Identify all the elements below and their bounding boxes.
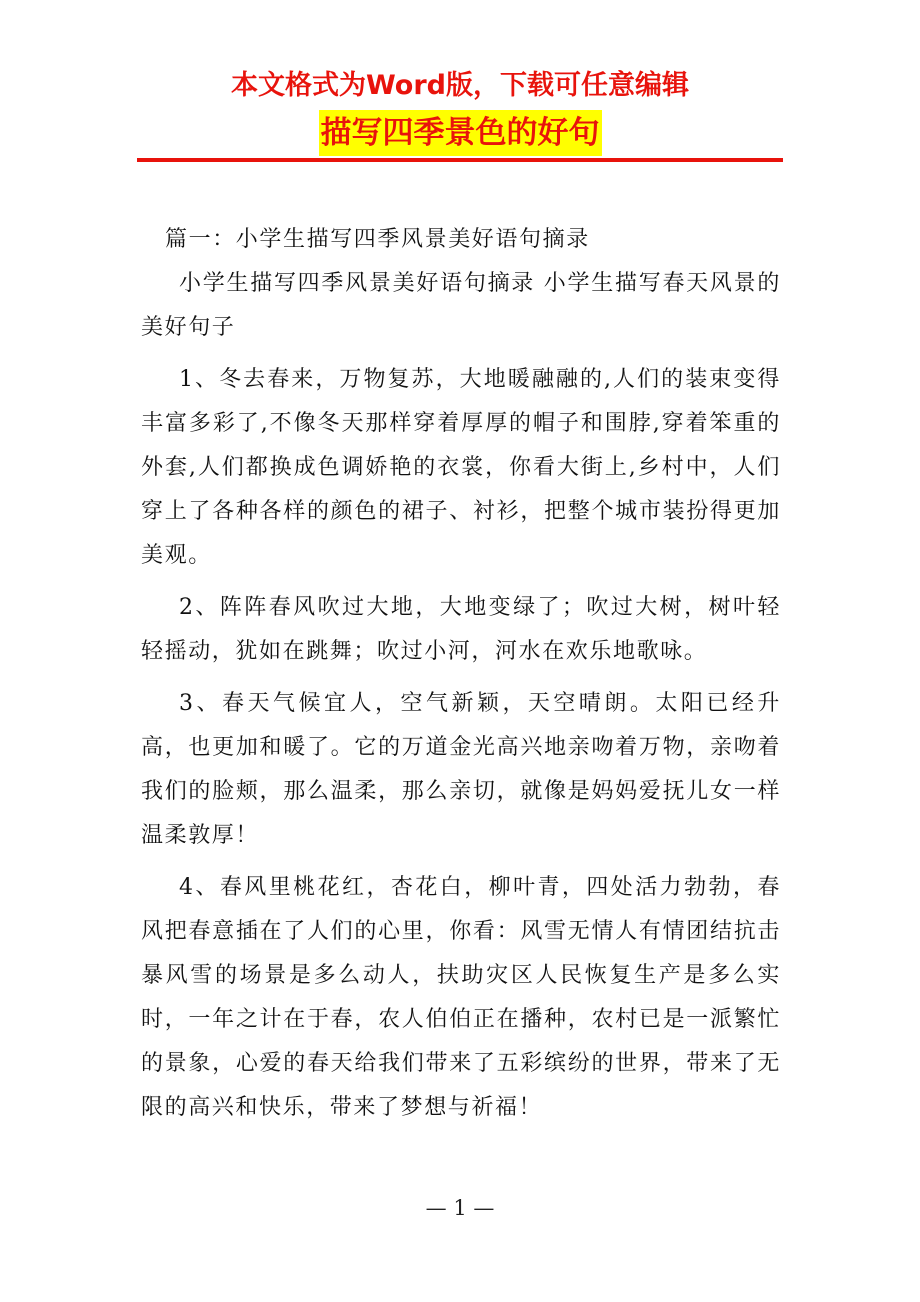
title-divider bbox=[137, 158, 783, 162]
document-body bbox=[141, 218, 781, 1130]
list-item: 1、冬去春来，万物复苏，大地暖融融的,人们的装束变得丰富多彩了,不像冬天那样穿着厚厚的帽子和围脖,穿着笨重的外套,人们都换成色调娇艳的衣裳，你看大街上,乡村中，人们穿上了各种各样的颜色的裙子、衬衫，把整个城市装扮得更加美观。 bbox=[141, 367, 781, 568]
list-item: 2、阵阵春风吹过大地，大地变绿了；吹过大树，树叶轻轻摇动，犹如在跳舞；吹过小河，河水在欢乐地歌咏。 bbox=[141, 595, 781, 664]
format-notice: 本文格式为Word版，下载可任意编辑 bbox=[230, 70, 689, 101]
list-item: 4、春风里桃花红，杏花白，柳叶青，四处活力勃勃，春风把春意插在了人们的心里，你看：风雪无情人有情团结抗击暴风雪的场景是多么动人，扶助灾区人民恢复生产是多么实时，一年之计在于春，农人伯伯正在播种，农村已是一派繁忙的景象，心爱的春天给我们带来了五彩缤纷的世界，带来了无限的高兴和快乐，带来了梦想与祈福！ bbox=[141, 875, 781, 1120]
list-item: 3、春天气候宜人，空气新颖，天空晴朗。太阳已经升高，也更加和暖了。它的万道金光高兴地亲吻着万物，亲吻着我们的脸颊，那么温柔，那么亲切，就像是妈妈爱抚儿女一样温柔敦厚！ bbox=[141, 691, 781, 848]
title-block bbox=[0, 110, 920, 156]
document-title: 描写四季景色的好句 bbox=[319, 110, 602, 156]
section-heading: 篇一：小学生描写四季风景美好语句摘录 bbox=[165, 227, 590, 252]
page-number: — 1 — bbox=[425, 1196, 495, 1220]
intro-paragraph: 小学生描写四季风景美好语句摘录 小学生描写春天风景的美好句子 bbox=[141, 271, 781, 340]
